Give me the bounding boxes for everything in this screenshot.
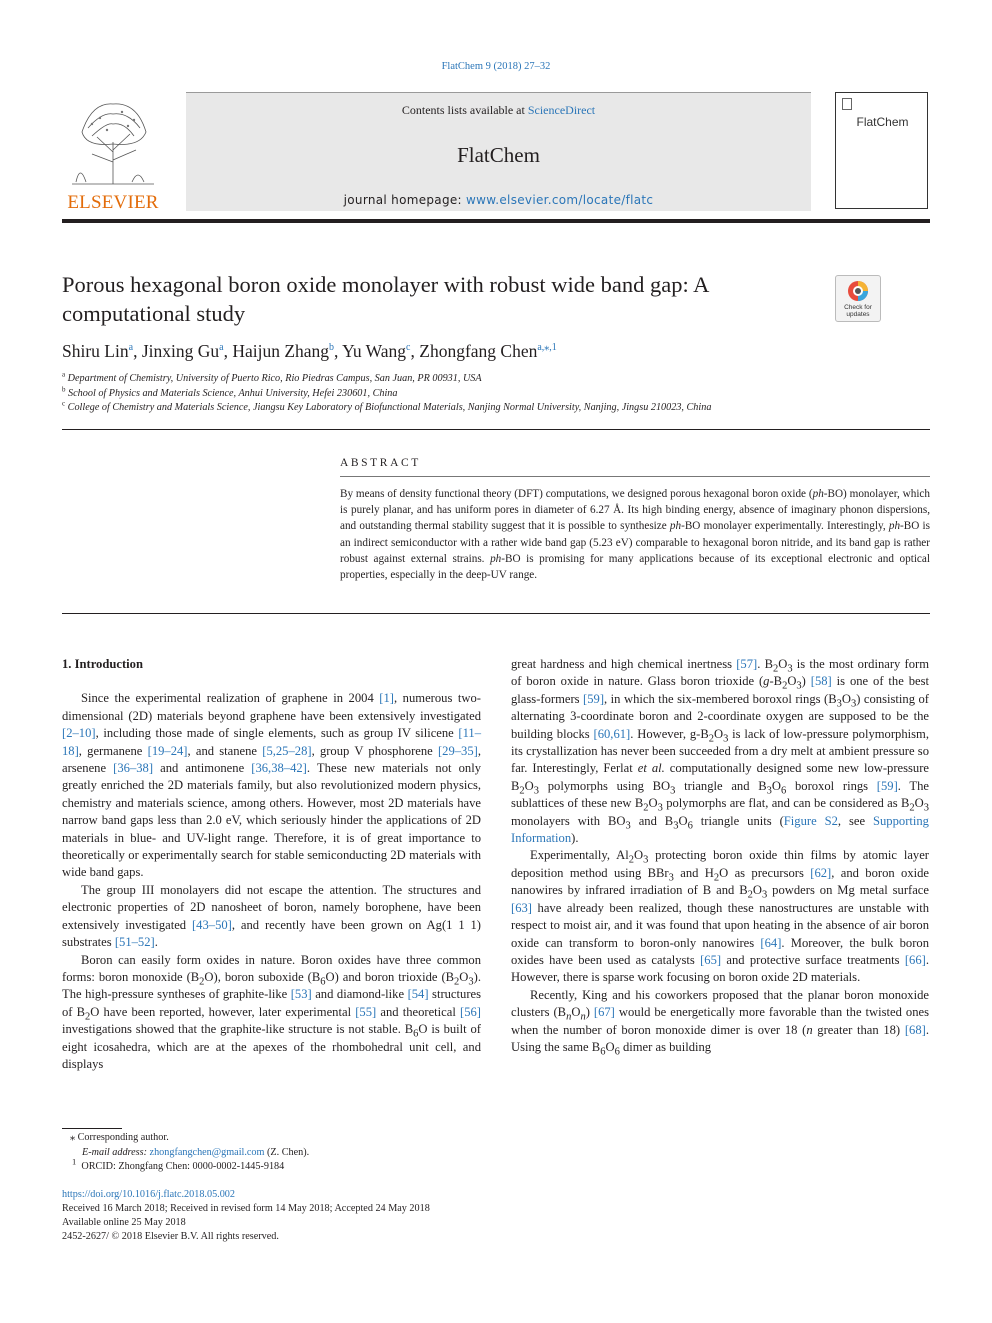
footnote-email <box>62 1147 309 1158</box>
citation-link[interactable]: [67] <box>593 1005 615 1020</box>
title-line-2: computational study <box>62 301 246 326</box>
cover-title: FlatChem <box>856 115 909 129</box>
citation-link[interactable]: [29–35] <box>437 743 478 758</box>
abstract-heading: ABSTRACT <box>340 457 421 469</box>
citation-link[interactable]: [19–24] <box>147 743 188 758</box>
citation-link[interactable]: [2–10] <box>62 726 96 741</box>
citation-link[interactable]: [51–52] <box>114 935 155 950</box>
citation-link[interactable]: [59] <box>583 691 605 706</box>
available-online: Available online 25 May 2018 <box>62 1217 186 1228</box>
homepage-label: journal homepage: <box>343 193 467 207</box>
footnote-mark: 1 <box>72 1156 77 1167</box>
affiliation-text: School of Physics and Materials Science, Anhui University, Hefei 230601, China <box>68 388 398 399</box>
author-affiliation-mark[interactable]: c <box>406 342 411 354</box>
affiliation-text: College of Chemistry and Materials Science, Jiangsu Key Laboratory of Biofunctional Materials, Nanjing Normal University, Nanjing, Jingsu 210023, China <box>67 402 712 413</box>
abstract-fragment: -BO) monolayer, which is purely planar, and has uniform pores in diameter of 6.27 Å. Its high binding energy, absence of imaginary phonon dispersions, and outstanding thermal stability suggest that it is possible to synthesize <box>340 488 930 533</box>
article-title <box>62 270 802 328</box>
footnote-rule <box>62 1128 122 1129</box>
citation-link[interactable]: [62] <box>810 865 832 880</box>
abstract-fragment: By means of density functional theory (DFT) computations, we designed porous hexagonal boron oxide ( <box>340 488 813 500</box>
abstract-term: ph <box>888 520 901 533</box>
divider <box>62 429 930 430</box>
citation-link[interactable]: [1] <box>379 691 394 706</box>
orcid-text: ORCID: Zhongfang Chen: 0000-0002-1445-9184 <box>81 1161 285 1172</box>
crossmark-icon <box>847 280 869 302</box>
author-name[interactable]: Shiru Lin <box>62 341 129 361</box>
email-suffix: (Z. Chen). <box>264 1147 310 1158</box>
header-rule <box>62 219 930 223</box>
paragraph: Boron can easily form oxides in nature. Boron oxides have three common forms: boron monoxide $(B_2O)$, boron suboxide $(B_6O)$ and boron trioxide $(B_2O_3)$. The high-pressure syntheses of graphite-like [53] and diamond-like [54] structures of $B_2O$ have been reported, however, later experimental [55] and theoretical [56] investigations showed that the graphite-like structure is not stable. $B_6O$ is built of eight icosahedra, which are at the apexes of the rhombohedral unit cell, and displays <box>62 952 482 1071</box>
copyright: 2452-2627/ © 2018 Elsevier B.V. All rights reserved. <box>62 1231 279 1242</box>
journal-reference[interactable]: FlatChem 9 (2018) 27–32 <box>441 61 551 72</box>
badge-text-line-1: Check for <box>844 304 872 311</box>
author-name[interactable]: Yu Wang <box>342 341 407 361</box>
author-affiliation-mark[interactable]: a <box>219 342 224 354</box>
author-name[interactable]: Jinxing Gu <box>141 341 220 361</box>
abstract-term: ph <box>812 488 824 500</box>
affiliation-mark: a <box>62 370 66 379</box>
affiliation-b <box>62 385 398 399</box>
section-heading: 1. Introduction <box>62 657 143 671</box>
journal-masthead <box>186 92 811 211</box>
sciencedirect-link[interactable]: ScienceDirect <box>527 103 596 117</box>
contents-prefix: Contents lists available at <box>401 103 528 117</box>
author-name[interactable]: Haijun Zhang <box>232 341 330 361</box>
body-column-left <box>62 656 481 1073</box>
contents-line <box>186 103 811 118</box>
cover-mini-logo <box>842 98 852 110</box>
figure-link[interactable]: Figure S2 <box>783 813 838 828</box>
received-dates: Received 16 March 2018; Received in revised form 14 May 2018; Accepted 24 May 2018 <box>62 1203 430 1214</box>
abstract-fragment: -BO is an indirect semiconductor with a rather wide band gap (5.23 eV) comparable to hexagonal boron nitride, and its band gap is rather robust against external strains. <box>340 520 930 565</box>
doi-link[interactable]: https://doi.org/10.1016/j.flatc.2018.05.002 <box>62 1189 235 1200</box>
elsevier-wordmark: ELSEVIER <box>67 192 159 213</box>
citation-link[interactable]: [66] <box>904 952 926 967</box>
author-affiliation-mark[interactable]: a <box>128 342 134 354</box>
citation-link[interactable]: [64] <box>760 935 782 950</box>
author-list: Shiru Lin$^a$, Jinxing Gu$^a$, Haijun Zhang$^b$, Yu Wang$^c$, Zhongfang Chen$^{a,⁎,1}$ <box>62 341 557 361</box>
divider <box>62 613 930 614</box>
abstract-fragment: -BO is promising for many applications because of its exceptional electronic and optical properties, especially in the deep-UV range. <box>340 552 930 582</box>
check-for-updates-badge[interactable] <box>835 275 881 322</box>
abstract-term: ph <box>490 552 502 565</box>
citation-link[interactable]: [55] <box>355 1004 377 1019</box>
journal-title: FlatChem <box>457 143 540 167</box>
citation-link[interactable]: [54] <box>407 987 429 1002</box>
journal-homepage <box>186 193 811 207</box>
footnote-corresponding: ⁎ Corresponding author. <box>70 1132 169 1143</box>
citation-link[interactable]: [65] <box>700 952 722 967</box>
badge-text-line-2: updates <box>846 311 870 318</box>
affiliation-c <box>62 399 712 413</box>
homepage-link[interactable]: www.elsevier.com/locate/flatc <box>466 193 654 207</box>
paragraph: Experimentally, $Al_2O_3$ protecting boron oxide thin films by atomic layer deposition method using BBr$_3$ and $H_2O$ as precursors [62], and boron oxide nanowires by infrared irradiation of B and $B_2O_3$ powders on Mg metal surface [63] have already been realized, though these nanostructures are unstable with respect to moist air, and it was found that upon heating in the absence of air boron oxide can transform to boron-only nanowires [64]. Moreover, the bulk boron oxides have been used as catalysts [65] and protective surface treatments [66]. However, there is sparse work focusing on boron oxide 2D materials. <box>511 848 930 985</box>
citation-link[interactable]: [63] <box>511 900 532 915</box>
citation-link[interactable]: [36–38] <box>113 761 154 776</box>
citation-link[interactable]: [5,25–28] <box>262 743 312 758</box>
affiliation-text: Department of Chemistry, University of Puerto Rico, Rio Piedras Campus, San Juan, PR 00931, USA <box>67 373 482 384</box>
citation-link[interactable]: [58] <box>810 674 832 689</box>
paragraph: great hardness and high chemical inertness [57]. $B_2O_3$ is the most ordinary form of boron oxide in nature. Glass boron trioxide $(g-B_2O_3)$ [58] is one of the best glass-formers [59], in which the six-membered boroxol rings $(B_3O_3)$ consisting of alternating 3-coordinate boron and 2-coordinate oxygen are supposed to be the building blocks [60,61]. However, $g-B_2O_3$ is lack of low-pressure polymorphism, its crystallization has never been succeeded from a dry melt at ambient pressure so far. Interestingly, Ferlat et al. computationally designed some new low-pressure $B_2O_3$ polymorphs using $BO_3$ triangle and $B_3O_6$ boroxol rings [59]. The sublattices of these new $B_2O_3$ polymorphs are flat, and can be considered as $B_2O_3$ monolayers with $BO_3$ and $B_3O_6$ triangle units (Figure S2, see Supporting Information). <box>511 657 930 846</box>
citation-link[interactable]: [53] <box>290 987 312 1002</box>
citation-link[interactable]: [68] <box>904 1022 926 1037</box>
footnote-orcid <box>62 1156 285 1172</box>
journal-cover-thumbnail[interactable] <box>835 92 928 209</box>
affiliation-a <box>62 370 482 384</box>
badge-text <box>836 304 880 318</box>
author-affiliation-mark[interactable]: b <box>329 342 335 354</box>
body-column-right <box>511 656 929 1056</box>
abstract-rule <box>340 476 930 477</box>
citation-link[interactable]: [60,61] <box>593 726 631 741</box>
author-affiliation-mark[interactable]: a,⁎,1 <box>537 342 557 354</box>
email-label: E-mail address: <box>82 1147 150 1158</box>
citation-link[interactable]: [59] <box>876 778 898 793</box>
citation-link[interactable]: [36,38–42] <box>251 761 307 776</box>
title-line-1: Porous hexagonal boron oxide monolayer with robust wide band gap: A <box>62 272 710 297</box>
paragraph: Since the experimental realization of graphene in 2004 [1], numerous two-dimensional (2D) materials beyond graphene have been extensively investigated [2–10], including those made of single elements, such as group IV silicene [11–18], germanene [19–24], and stanene [5,25–28], group V phosphorene [29–35], arsenene [36–38] and antimonene [36,38–42]. These new materials not only greatly enriched the 2D materials family, but also revolutionized modern physics, chemistry and materials science, among others. However, most 2D materials have narrow band gaps less than 2.0 eV, which seriously hinder the applications of 2D materials in blue- and UV-light range. Therefore, it is of great importance to theoretically or experimentally search for stable semiconducting 2D materials with wide band gaps. <box>62 691 481 880</box>
affiliation-mark: b <box>62 385 66 394</box>
affiliation-mark: c <box>62 399 66 408</box>
email-link[interactable]: zhongfangchen@gmail.com <box>149 1147 265 1158</box>
citation-link[interactable]: [56] <box>460 1004 481 1019</box>
citation-link[interactable]: [43–50] <box>191 917 232 932</box>
citation-link[interactable]: [11–18] <box>62 726 481 758</box>
paragraph: Recently, King and his coworkers proposed that the planar boron monoxide clusters $(B_nO_n)$ [67] would be energetically more favorable than the twisted ones when the number of boron monoxide dimer is over 18 (n greater than 18) [68]. Using the same $B_6O_6$ dimer as building <box>511 987 930 1058</box>
supporting-info-link[interactable]: Supporting Information <box>511 813 929 846</box>
author-name[interactable]: Zhongfang Chen <box>419 341 538 361</box>
abstract-text <box>340 486 930 583</box>
citation-link[interactable]: [57] <box>736 657 758 671</box>
abstract-fragment: -BO monolayer experimentally. Interestingly, <box>681 520 889 533</box>
abstract-term: ph <box>669 520 682 533</box>
paragraph: The group III monolayers did not escape the attention. The structures and electronic properties of 2D nanosheet of boron, namely borophene, have been extensively investigated [43–50], and recently have been grown on Ag(1 1 1) substrates [51–52]. <box>62 882 481 950</box>
